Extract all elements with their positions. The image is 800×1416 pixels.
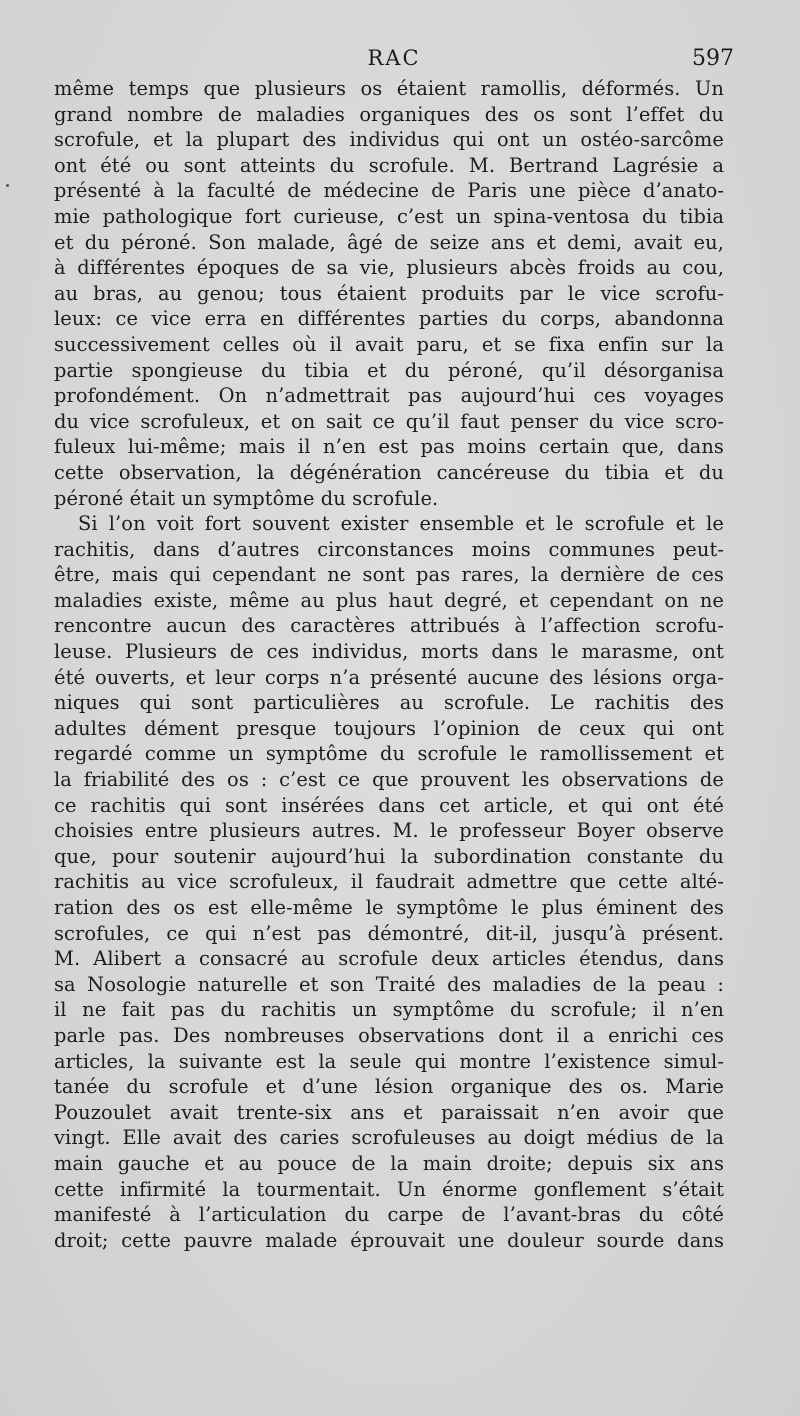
running-head: RAC (367, 46, 421, 70)
text-line: au bras, au genou; tous étaient produits par le vice scrofu- (54, 281, 724, 305)
text-line: tanée du scrofule et d’une lésion organique des os. Marie (54, 1075, 724, 1099)
text-line: maladies existe, même au plus haut degré, et cependant on ne (54, 588, 724, 612)
text-line: adultes dément presque toujours l’opinion de ceux qui ont (54, 716, 724, 740)
text-line: successivement celles où il avait paru, et se fixa enfin sur la (54, 332, 724, 356)
body-text (54, 76, 724, 1253)
text-line: leux: ce vice erra en différentes parties du corps, abandonna (54, 307, 724, 331)
text-line: mie pathologique fort curieuse, c’est un spina-ventosa du tibia (54, 204, 724, 228)
text-line: leuse. Plusieurs de ces individus, morts dans le marasme, ont (54, 640, 724, 664)
text-line: sa Nosologie naturelle et son Traité des maladies de la peau : (54, 972, 724, 996)
text-line: niques qui sont particulières au scrofule. Le rachitis des (54, 691, 724, 715)
text-line: Pouzoulet avait trente-six ans et paraissait n’en avoir que (54, 1100, 724, 1124)
text-line: du vice scrofuleux, et on sait ce qu’il faut penser du vice scro- (54, 409, 724, 433)
text-line: cette observation, la dégénération cancéreuse du tibia et du (54, 460, 724, 484)
text-line: choisies entre plusieurs autres. M. le professeur Boyer observe (54, 819, 724, 843)
text-line: rachitis, dans d’autres circonstances moins communes peut- (54, 537, 724, 561)
text-line: présenté à la faculté de médecine de Paris une pièce d’anato- (54, 179, 724, 203)
text-line: ce rachitis qui sont insérées dans cet article, et qui ont été (54, 793, 724, 817)
text-line: main gauche et au pouce de la main droite; depuis six ans (54, 1151, 724, 1175)
text-line: il ne fait pas du rachitis un symptôme du scrofule; il n’en (54, 998, 724, 1022)
text-line: regardé comme un symptôme du scrofule le ramollissement et (54, 742, 724, 766)
text-line: droit; cette pauvre malade éprouvait une douleur sourde dans (54, 1228, 724, 1252)
text-line: scrofules, ce qui n’est pas démontré, dit-il, jusqu’à présent. (54, 921, 724, 945)
text-line: grand nombre de maladies organiques des os sont l’effet du (54, 102, 724, 126)
text-line: que, pour soutenir aujourd’hui la subordination constante du (54, 844, 724, 868)
text-line: manifesté à l’articulation du carpe de l’avant-bras du côté (54, 1203, 724, 1227)
text-line: ration des os est elle-même le symptôme le plus éminent des (54, 896, 724, 919)
text-line: cette infirmité la tourmentait. Un énorme gonflement s’était (54, 1177, 724, 1201)
text-line: articles, la suivante est la seule qui montre l’existence simul- (54, 1049, 724, 1073)
margin-mark (6, 184, 9, 187)
text-line: parle pas. Des nombreuses observations dont il a enrichi ces (54, 1023, 724, 1047)
text-line: à différentes époques de sa vie, plusieurs abcès froids au cou, (54, 256, 724, 280)
text-line: Si l’on voit fort souvent exister ensemble et le scrofule et le (78, 512, 724, 536)
text-line: fuleux lui-même; mais il n’en est pas moins certain que, dans (54, 435, 724, 459)
text-line: être, mais qui cependant ne sont pas rares, la dernière de ces (54, 563, 724, 587)
text-line: rachitis au vice scrofuleux, il faudrait admettre que cette alté- (54, 870, 724, 894)
page-number: 597 (692, 46, 734, 71)
text-line: partie spongieuse du tibia et du péroné, qu’il désorganisa (54, 358, 724, 382)
text-line: scrofule, et la plupart des individus qui ont un ostéo-sarcôme (54, 128, 724, 152)
text-line: M. Alibert a consacré au scrofule deux articles étendus, dans (54, 947, 724, 971)
text-line: rencontre aucun des caractères attribués à l’affection scrofu- (54, 614, 724, 638)
text-line: la friabilité des os : c’est ce que prouvent les observations de (54, 768, 724, 792)
text-line: été ouverts, et leur corps n’a présenté aucune des lésions orga- (54, 665, 724, 689)
text-line: vingt. Elle avait des caries scrofuleuses au doigt médius de la (54, 1126, 724, 1150)
text-line: et du péroné. Son malade, âgé de seize ans et demi, avait eu, (54, 230, 724, 254)
text-line: même temps que plusieurs os étaient ramollis, déformés. Un (54, 77, 724, 100)
text-line: profondément. On n’admettrait pas aujourd’hui ces voyages (54, 384, 724, 408)
page-header (54, 44, 734, 74)
text-line: ont été ou sont atteints du scrofule. M. Bertrand Lagrésie a (54, 153, 724, 177)
text-line: péroné était un symptôme du scrofule. (54, 486, 439, 510)
